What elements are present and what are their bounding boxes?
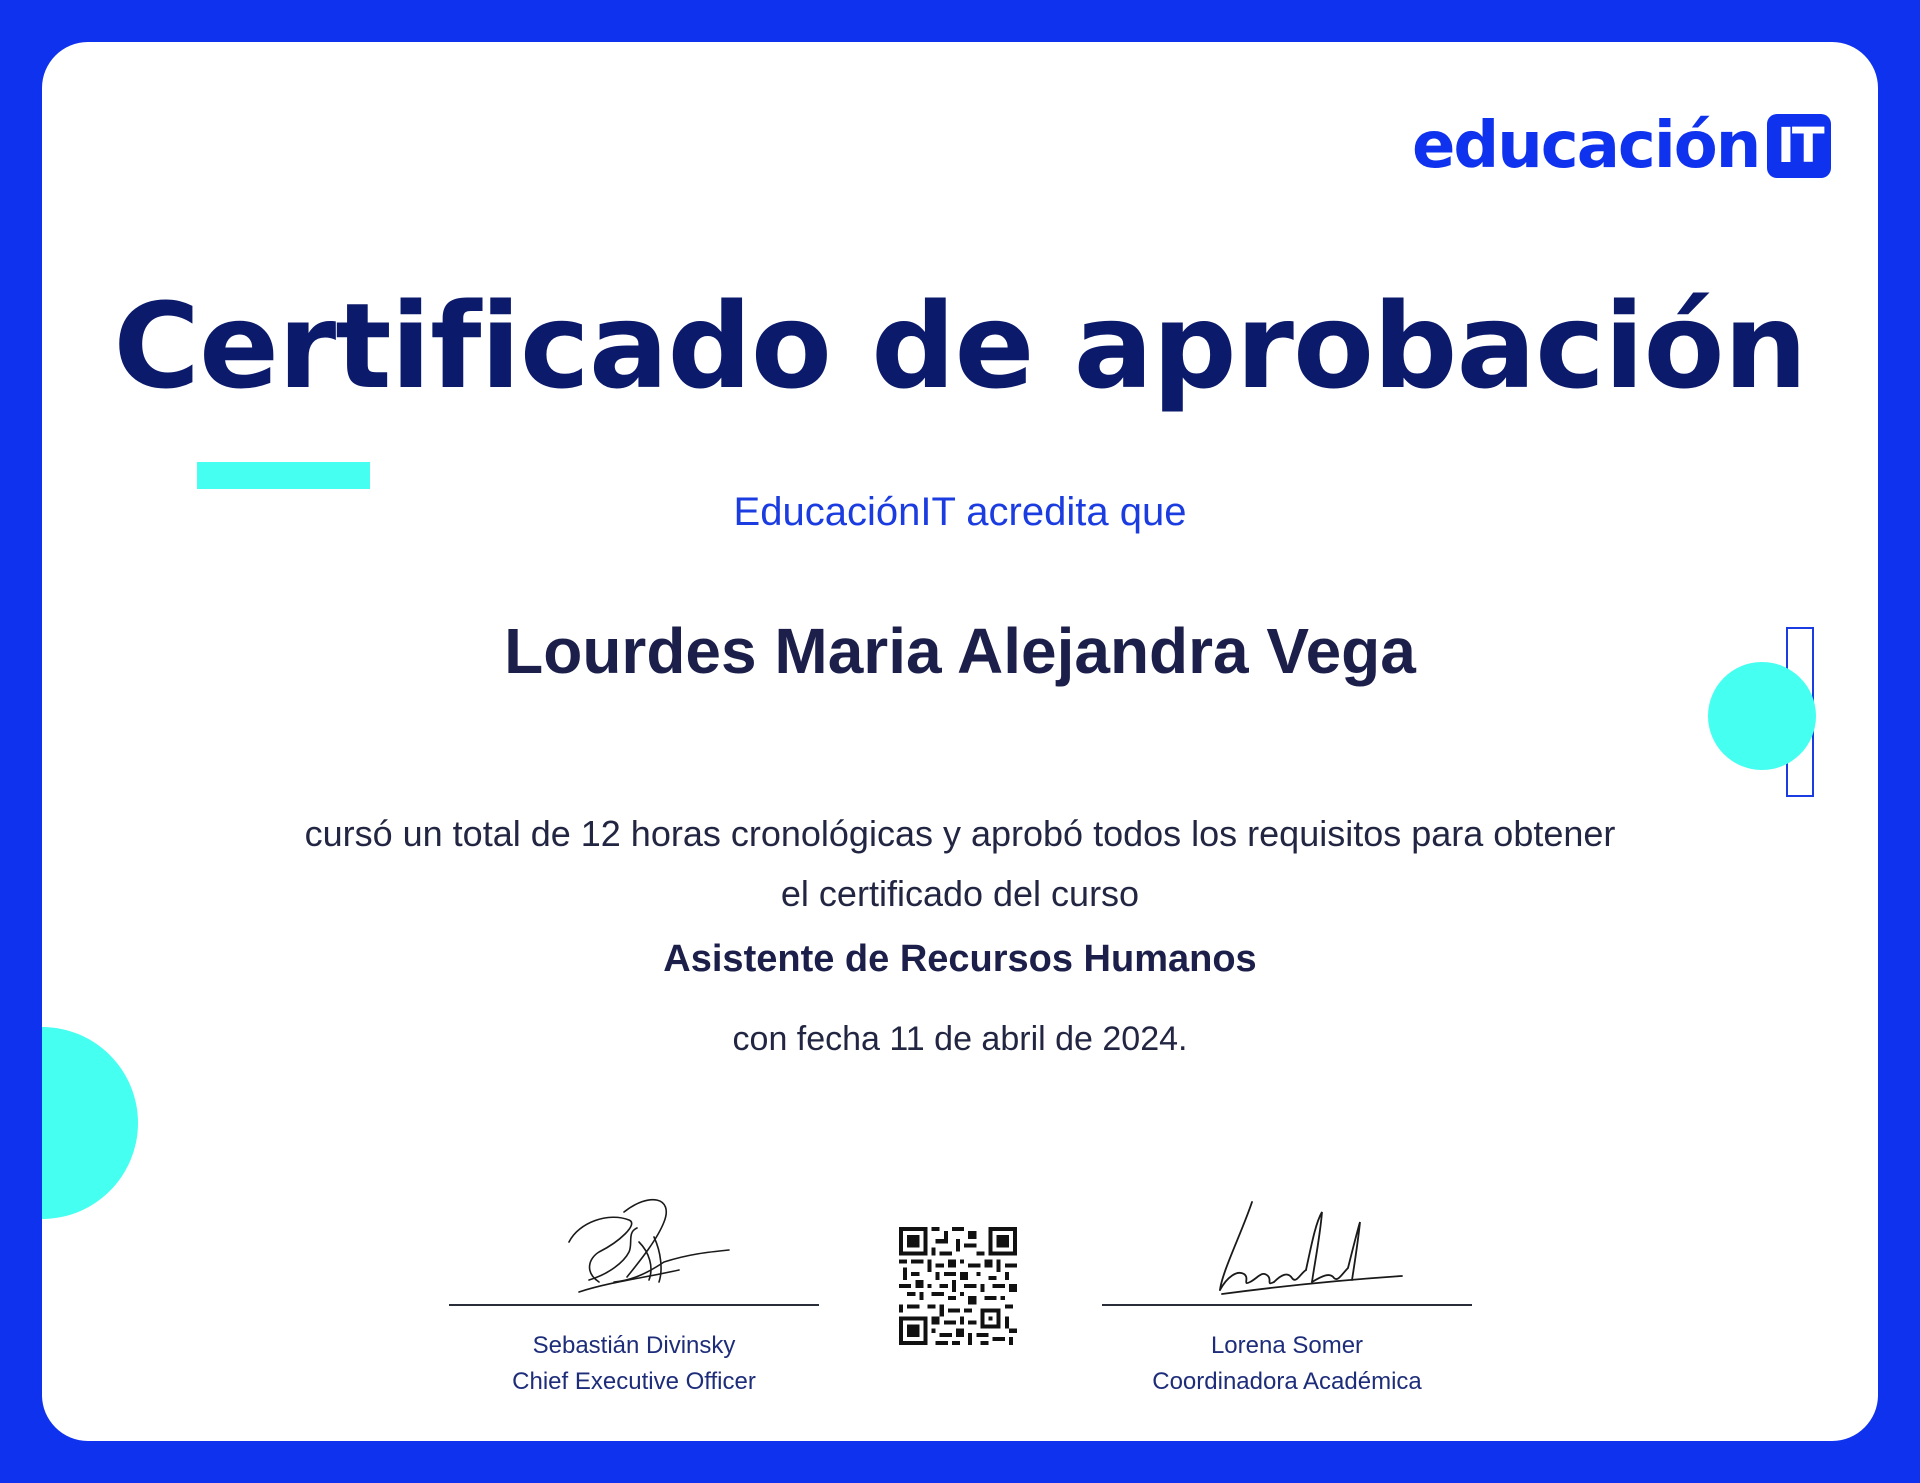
certificate-date: con fecha 11 de abril de 2024. [732, 1020, 1188, 1058]
signature-coordinator-icon [1102, 1182, 1472, 1300]
certificate-card [42, 42, 1878, 1441]
signature-line [449, 1304, 819, 1306]
signatory-name: Lorena Somer [1210, 1332, 1364, 1359]
signature-line [1102, 1304, 1472, 1306]
signatory-name: Sebastián Divinsky [532, 1332, 736, 1359]
logo-wordmark: educación [1412, 109, 1760, 183]
signature-ceo-icon [449, 1182, 819, 1300]
course-name: Asistente de Recursos Humanos [663, 938, 1257, 980]
accent-bar [197, 462, 370, 489]
certificate-body [202, 804, 1718, 924]
logo-it-box: IT [1767, 114, 1831, 178]
decorative-circle-right [1708, 662, 1816, 770]
body-line-1: cursó un total de 12 horas cronológicas y aprobó todos los requisitos para obtener [304, 813, 1616, 854]
student-name: Lourdes Maria Alejandra Vega [504, 615, 1416, 687]
signature-block-ceo [449, 1182, 819, 1400]
educacionit-logo [1412, 109, 1831, 183]
qr-code-icon [899, 1227, 1017, 1345]
signatory-role: Coordinadora Académica [1152, 1368, 1422, 1395]
signatory-role: Chief Executive Officer [512, 1368, 756, 1395]
body-line-2: el certificado del curso [780, 873, 1140, 914]
certificate-title: Certificado de aprobación [113, 277, 1807, 415]
signature-block-coordinator [1102, 1182, 1472, 1400]
intro-text: EducaciónIT acredita que [733, 490, 1187, 534]
